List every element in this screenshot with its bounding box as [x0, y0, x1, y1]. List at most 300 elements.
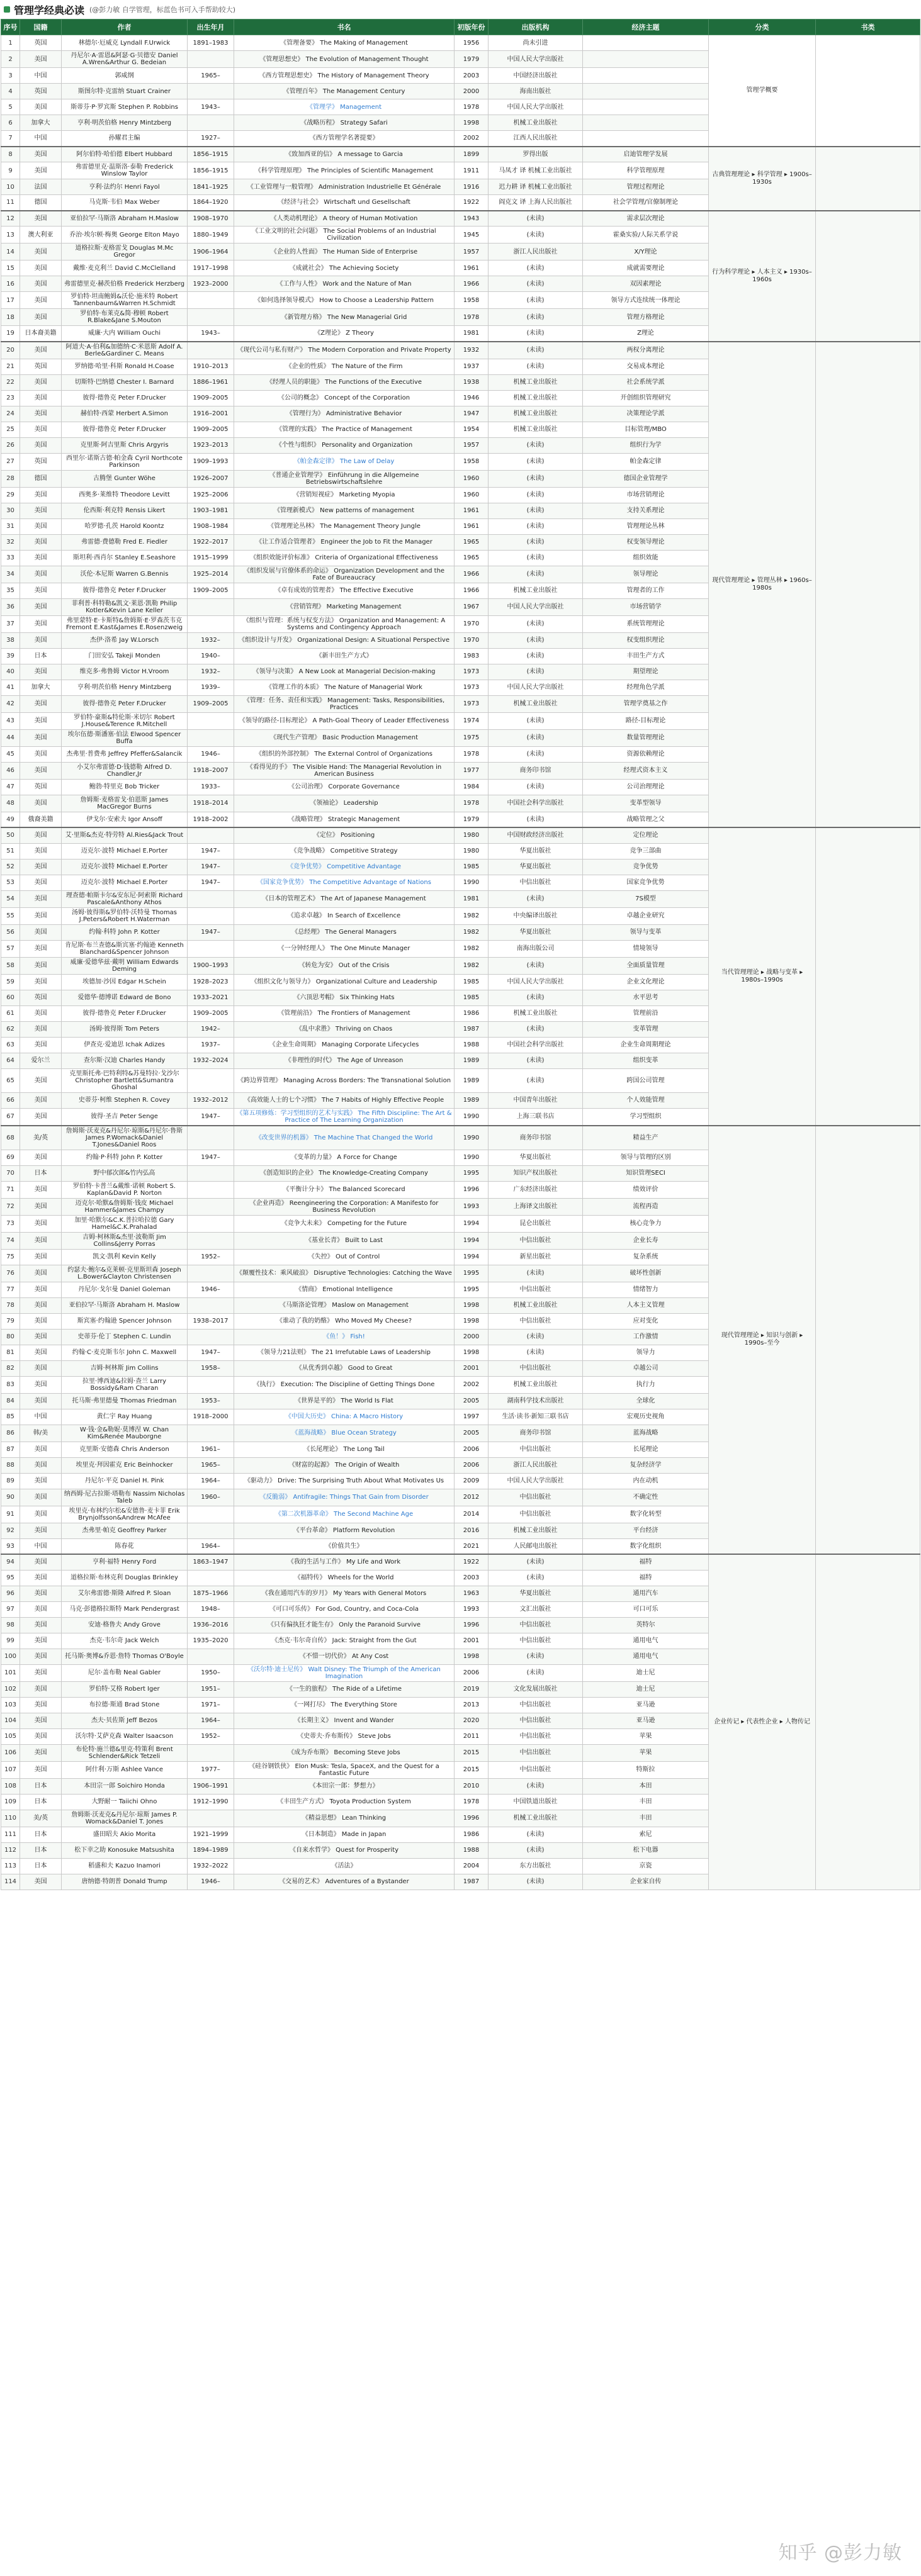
cell-year: 1961: [455, 260, 489, 276]
header-country: 国籍: [20, 20, 62, 35]
cell-year: 1958: [455, 292, 489, 309]
cell-theme: 全球化: [583, 1393, 709, 1409]
cell-index: 22: [1, 374, 20, 390]
cell-theme: 人本主义管理: [583, 1297, 709, 1313]
cell-year: 1957: [455, 244, 489, 260]
cell-book: 《追求卓越》 In Search of Excellence: [234, 907, 455, 924]
cell-country: 美国: [20, 292, 62, 309]
cell-publisher: 机械工业出版社: [489, 374, 583, 390]
cell-birth: 1909–2005: [188, 1005, 234, 1021]
cell-birth: [188, 729, 234, 746]
cell-index: 37: [1, 615, 20, 632]
cell-theme: 核心竞争力: [583, 1215, 709, 1232]
cell-index: 71: [1, 1181, 20, 1198]
header-publisher: 出版机构: [489, 20, 583, 35]
cell-country: 美国: [20, 1442, 62, 1457]
cell-publisher: 机械工业出版社: [489, 1297, 583, 1313]
cell-book: 《执行》 Execution: The Discipline of Getting Things Done: [234, 1376, 455, 1393]
header-book: 书名: [234, 20, 455, 35]
cell-country: 美国: [20, 940, 62, 957]
cell-publisher: 罗得出版: [489, 147, 583, 162]
cell-country: 美国: [20, 1649, 62, 1664]
cell-year: 2010: [455, 1778, 489, 1794]
cell-theme: 定位理论: [583, 827, 709, 843]
cell-index: 80: [1, 1329, 20, 1345]
cell-index: 89: [1, 1473, 20, 1489]
cell-year: 1998: [455, 1297, 489, 1313]
cell-index: 96: [1, 1586, 20, 1601]
cell-author: 罗伯特·卡普兰&戴维·诺顿 Robert S. Kaplan&David P. Norton: [62, 1181, 188, 1198]
cell-theme: 德国企业管理学: [583, 470, 709, 487]
cell-theme: 权变组织理论: [583, 632, 709, 648]
cell-author: 乔治·埃尔顿·梅奥 George Elton Mayo: [62, 227, 188, 244]
cell-country: 美国: [20, 875, 62, 890]
cell-country: 美国: [20, 1021, 62, 1037]
cell-year: 2001: [455, 1360, 489, 1376]
cell-birth: [188, 712, 234, 729]
cell-year: 1978: [455, 746, 489, 762]
cell-book: 《我在通用汽车的岁月》 My Years with General Motors: [234, 1586, 455, 1601]
cell-type-group: [816, 35, 920, 147]
cell-year: 1916: [455, 179, 489, 195]
cell-country: 美国: [20, 843, 62, 859]
cell-author: 马克斯·韦伯 Max Weber: [62, 195, 188, 211]
cell-country: 美国: [20, 583, 62, 598]
cell-publisher: (未读): [489, 1554, 583, 1570]
cell-birth: 1908–1970: [188, 211, 234, 227]
table-row: [1, 1554, 920, 1570]
cell-year: 1981: [455, 326, 489, 342]
cell-book: 《管理新模式》 New patterns of management: [234, 503, 455, 518]
cell-birth: 1946–: [188, 746, 234, 762]
cell-birth: [188, 827, 234, 843]
cell-birth: 1947–: [188, 843, 234, 859]
cell-author: 弗里蒙特·E·卡斯特&詹姆斯·E·罗森茨韦克 Fremont E.Kast&James E.Rosenzweig: [62, 615, 188, 632]
cell-index: 84: [1, 1393, 20, 1409]
cell-author: 唐纳德·特朗普 Donald Trump: [62, 1874, 188, 1890]
cell-theme: 领导力: [583, 1345, 709, 1360]
cell-index: 18: [1, 309, 20, 326]
cell-author: 托马斯·奥博&乔恩·詹特 Thomas O'Boyle: [62, 1649, 188, 1664]
cell-birth: [188, 342, 234, 359]
cell-country: 美国: [20, 437, 62, 453]
cell-theme: [583, 115, 709, 131]
cell-country: 澳大利亚: [20, 227, 62, 244]
cell-publisher: (未读): [489, 1649, 583, 1664]
table-row: [1, 35, 920, 51]
cell-year: 2013: [455, 1697, 489, 1713]
cell-author: 克里斯托弗·巴特利特&苏曼特拉·戈沙尔 Christopher Bartlett&Sumantra Ghoshal: [62, 1068, 188, 1092]
cell-type-group: [816, 1126, 920, 1555]
cell-year: 1985: [455, 990, 489, 1005]
cell-author: 迈克尔·哈默&詹姆斯·钱皮 Michael Hammer&James Champy: [62, 1198, 188, 1215]
cell-country: 美国: [20, 390, 62, 406]
cell-birth: 1937–: [188, 1037, 234, 1053]
cell-book: 《鱼！》 Fish!: [234, 1329, 455, 1345]
cell-book: 《新管理方格》 The New Managerial Grid: [234, 309, 455, 326]
cell-country: 美国: [20, 211, 62, 227]
cell-book: 《管理行为》 Administrative Behavior: [234, 406, 455, 422]
cell-theme: Z理论: [583, 326, 709, 342]
cell-country: 美国: [20, 1108, 62, 1126]
cell-index: 108: [1, 1778, 20, 1794]
cell-birth: 1900–1993: [188, 957, 234, 974]
cell-author: 艾尔弗雷德·斯隆 Alfred P. Sloan: [62, 1586, 188, 1601]
cell-book: 《可口可乐传》 For God, Country, and Coca-Cola: [234, 1601, 455, 1617]
cell-author: 赫伯特·西蒙 Herbert A.Simon: [62, 406, 188, 422]
cell-book: 《定位》 Positioning: [234, 827, 455, 843]
cell-category-group: 现代管理理论 ▸ 知识与创新 ▸ 1990s–至今: [709, 1126, 816, 1555]
cell-country: 美国: [20, 1506, 62, 1523]
cell-country: 美/英: [20, 1810, 62, 1827]
cell-theme: 管理理论丛林: [583, 518, 709, 534]
cell-birth: 1936–2016: [188, 1617, 234, 1633]
cell-theme: 组织效能: [583, 550, 709, 566]
cell-year: 2003: [455, 1570, 489, 1586]
header-birth: 出生年月: [188, 20, 234, 35]
cell-index: 102: [1, 1681, 20, 1697]
cell-author: 小艾尔弗雷德·D·钱德勒 Alfred D. Chandler,Jr: [62, 762, 188, 779]
cell-theme: 社会学管理/官僚制理论: [583, 195, 709, 211]
cell-year: 2006: [455, 1457, 489, 1473]
cell-country: 中国: [20, 1538, 62, 1554]
cell-author: 杰夫·贝佐斯 Jeff Bezos: [62, 1713, 188, 1728]
cell-birth: 1947–: [188, 859, 234, 875]
cell-birth: [188, 1215, 234, 1232]
cell-birth: [188, 940, 234, 957]
header-theme: 经济主题: [583, 20, 709, 35]
cell-index: 34: [1, 566, 20, 583]
cell-birth: 1856–1915: [188, 162, 234, 179]
cell-theme: 系统管理理论: [583, 615, 709, 632]
cell-book: 《财富的起源》 The Origin of Wealth: [234, 1457, 455, 1473]
cell-publisher: 中信出版社: [489, 1313, 583, 1329]
cell-year: 2004: [455, 1858, 489, 1874]
cell-publisher: 商务印书馆: [489, 1425, 583, 1442]
cell-theme: 市场营销学: [583, 598, 709, 615]
cell-index: 60: [1, 990, 20, 1005]
cell-book: 《平台革命》 Platform Revolution: [234, 1523, 455, 1538]
cell-index: 109: [1, 1794, 20, 1810]
cell-publisher: (未读): [489, 292, 583, 309]
cell-index: 63: [1, 1037, 20, 1053]
cell-birth: 1932–: [188, 632, 234, 648]
cell-theme: [583, 131, 709, 147]
cell-publisher: (未读): [489, 534, 583, 550]
cell-author: 弗雷德里克·赫茨伯格 Frederick Herzberg: [62, 276, 188, 292]
cell-book: 《现代公司与私有财产》 The Modern Corporation and Private Property: [234, 342, 455, 359]
cell-theme: 破坏性创新: [583, 1265, 709, 1282]
cell-publisher: (未读): [489, 664, 583, 680]
cell-author: 戴维·麦克利兰 David C.McClelland: [62, 260, 188, 276]
cell-birth: 1917–1998: [188, 260, 234, 276]
cell-book: 《丰田生产方式》 Toyota Production System: [234, 1794, 455, 1810]
cell-publisher: (未读): [489, 550, 583, 566]
cell-author: 丹尼尔·平克 Daniel H. Pink: [62, 1473, 188, 1489]
cell-theme: [583, 84, 709, 99]
cell-theme: 战略管理之父: [583, 812, 709, 827]
cell-birth: 1947–: [188, 875, 234, 890]
cell-author: 彼得·德鲁克 Peter F.Drucker: [62, 583, 188, 598]
cell-index: 55: [1, 907, 20, 924]
cell-publisher: 中国人民大学出版社: [489, 680, 583, 695]
cell-book: 《乱中求胜》 Thriving on Chaos: [234, 1021, 455, 1037]
cell-year: 1994: [455, 1215, 489, 1232]
cell-book: 《战略管理》 Strategic Management: [234, 812, 455, 827]
cell-year: 1996: [455, 1181, 489, 1198]
cell-birth: 1922–2017: [188, 534, 234, 550]
cell-birth: [188, 84, 234, 99]
cell-index: 114: [1, 1874, 20, 1890]
cell-index: 97: [1, 1601, 20, 1617]
cell-theme: 权变领导理论: [583, 534, 709, 550]
cell-country: 美国: [20, 503, 62, 518]
cell-year: 1998: [455, 1649, 489, 1664]
cell-country: 美国: [20, 1313, 62, 1329]
cell-year: 1990: [455, 875, 489, 890]
cell-index: 5: [1, 99, 20, 115]
cell-birth: 1952–: [188, 1728, 234, 1744]
cell-country: 美国: [20, 695, 62, 712]
cell-country: 美国: [20, 1345, 62, 1360]
cell-country: 美国: [20, 746, 62, 762]
cell-publisher: 华夏出版社: [489, 843, 583, 859]
cell-publisher: (未读): [489, 566, 583, 583]
table-row: [1, 147, 920, 162]
cell-author: 切斯特·巴纳德 Chester I. Barnard: [62, 374, 188, 390]
cell-year: 1963: [455, 1586, 489, 1601]
cell-publisher: 上海三联书店: [489, 1108, 583, 1126]
cell-publisher: 机械工业出版社: [489, 1376, 583, 1393]
cell-birth: 1886–1961: [188, 374, 234, 390]
cell-country: 美国: [20, 712, 62, 729]
cell-author: 陈春花: [62, 1538, 188, 1554]
cell-author: 斯坦利·西肖尔 Stanley E.Seashore: [62, 550, 188, 566]
cell-birth: 1964–: [188, 1538, 234, 1554]
cell-year: 2011: [455, 1728, 489, 1744]
cell-year: 1989: [455, 1068, 489, 1092]
cell-index: 104: [1, 1713, 20, 1728]
cell-book: 《管理百年》 The Management Century: [234, 84, 455, 99]
cell-type-group: [816, 342, 920, 828]
cell-birth: [188, 292, 234, 309]
cell-publisher: 机械工业出版社: [489, 115, 583, 131]
cell-year: 2020: [455, 1713, 489, 1728]
cell-year: 1945: [455, 227, 489, 244]
cell-theme: 变革管理: [583, 1021, 709, 1037]
cell-birth: [188, 1126, 234, 1150]
cell-year: 1966: [455, 583, 489, 598]
cell-year: 1954: [455, 422, 489, 437]
cell-publisher: (未读): [489, 487, 583, 503]
cell-index: 105: [1, 1728, 20, 1744]
cell-country: 美国: [20, 260, 62, 276]
cell-birth: [188, 1425, 234, 1442]
cell-publisher: (未读): [489, 260, 583, 276]
cell-country: 英国: [20, 359, 62, 374]
cell-theme: 卓越企业研究: [583, 907, 709, 924]
cell-birth: 1943–: [188, 99, 234, 115]
cell-country: 英国: [20, 779, 62, 795]
cell-year: 1980: [455, 843, 489, 859]
cell-book: 《失控》 Out of Control: [234, 1249, 455, 1265]
cell-type-group: [816, 827, 920, 1126]
cell-author: 弗雷德·费德勒 Fred E. Fiedler: [62, 534, 188, 550]
cell-author: 大野耐一 Taiichi Ohno: [62, 1794, 188, 1810]
cell-book: 《杰克·韦尔奇自传》 Jack: Straight from the Gut: [234, 1633, 455, 1649]
cell-book: 《情商》 Emotional Intelligence: [234, 1282, 455, 1297]
cell-year: 1970: [455, 632, 489, 648]
cell-country: 美国: [20, 1092, 62, 1108]
cell-author: 斯图尔特·克雷纳 Stuart Crainer: [62, 84, 188, 99]
cell-index: 32: [1, 534, 20, 550]
cell-index: 13: [1, 227, 20, 244]
cell-category-group: 企业传记 ▸ 代表性企业 ▸ 人物传记: [709, 1554, 816, 1890]
cell-birth: 1964–: [188, 1713, 234, 1728]
cell-birth: 1942–: [188, 1021, 234, 1037]
cell-country: 美国: [20, 162, 62, 179]
cell-author: 肯尼斯·布兰查德&斯宾塞·约翰逊 Kenneth Blanchard&Spencer Johnson: [62, 940, 188, 957]
cell-publisher: 昆仑出版社: [489, 1215, 583, 1232]
cell-country: 美国: [20, 1586, 62, 1601]
cell-birth: 1921–1999: [188, 1827, 234, 1842]
cell-book: 《领袖论》 Leadership: [234, 795, 455, 812]
cell-author: 亨利·法约尔 Henri Fayol: [62, 179, 188, 195]
cell-index: 94: [1, 1554, 20, 1570]
cell-theme: 经理式资本主义: [583, 762, 709, 779]
cell-country: 美国: [20, 615, 62, 632]
cell-index: 72: [1, 1198, 20, 1215]
cell-year: 1932: [455, 342, 489, 359]
cell-publisher: 中国人民大学出版社: [489, 598, 583, 615]
cell-author: 克里斯·阿吉里斯 Chris Argyris: [62, 437, 188, 453]
cell-index: 46: [1, 762, 20, 779]
cell-publisher: 中信出版社: [489, 1442, 583, 1457]
cell-book: 《帕金森定律》 The Law of Delay: [234, 453, 455, 470]
cell-book: 《组织设计与开发》 Organizational Design: A Situational Perspective: [234, 632, 455, 648]
cell-theme: [583, 35, 709, 51]
cell-index: 25: [1, 422, 20, 437]
cell-year: 2002: [455, 131, 489, 147]
cell-publisher: 人民邮电出版社: [489, 1538, 583, 1554]
cell-birth: 1961–: [188, 1442, 234, 1457]
cell-theme: 成就需要理论: [583, 260, 709, 276]
cell-index: 40: [1, 664, 20, 680]
cell-book: 《管理的实践》 The Practice of Management: [234, 422, 455, 437]
cell-birth: [188, 1068, 234, 1092]
cell-type-group: [816, 211, 920, 342]
cell-theme: 绩效评价: [583, 1181, 709, 1198]
cell-theme: 管理前沿: [583, 1005, 709, 1021]
cell-author: 丹尼尔·戈尔曼 Daniel Goleman: [62, 1282, 188, 1297]
cell-theme: 7S模型: [583, 890, 709, 907]
cell-country: 日本: [20, 1794, 62, 1810]
cell-theme: 个人效能管理: [583, 1092, 709, 1108]
cell-year: 1960: [455, 470, 489, 487]
cell-author: 弗雷德里克·温斯洛·泰勒 Frederick Winslow Taylor: [62, 162, 188, 179]
cell-author: 林德尔·厄威克 Lyndall F.Urwick: [62, 35, 188, 51]
cell-index: 8: [1, 147, 20, 162]
cell-theme: [583, 68, 709, 84]
cell-index: 88: [1, 1457, 20, 1473]
cell-country: 美国: [20, 1457, 62, 1473]
cell-publisher: 中国人民大学出版社: [489, 99, 583, 115]
cell-author: 彼得·德鲁克 Peter F.Drucker: [62, 390, 188, 406]
cell-year: 1958: [455, 453, 489, 470]
cell-country: 美国: [20, 729, 62, 746]
cell-category-group: 古典管理理论 ▸ 科学管理 ▸ 1900s–1930s: [709, 147, 816, 211]
title-marker-icon: [4, 6, 10, 13]
cell-publisher: 中国经济出版社: [489, 68, 583, 84]
cell-index: 95: [1, 1570, 20, 1586]
cell-book: 《从优秀到卓越》 Good to Great: [234, 1360, 455, 1376]
cell-year: 1978: [455, 795, 489, 812]
cell-book: 《第五项修炼：学习型组织的艺术与实践》 The Fifth Discipline: The Art & Practice of The Learning Organization: [234, 1108, 455, 1126]
cell-publisher: (未读): [489, 1021, 583, 1037]
cell-birth: [188, 1810, 234, 1827]
header-year: 初版年份: [455, 20, 489, 35]
cell-index: 61: [1, 1005, 20, 1021]
cell-year: 1988: [455, 1842, 489, 1858]
cell-publisher: 机械工业出版社: [489, 422, 583, 437]
cell-theme: 本田: [583, 1778, 709, 1794]
cell-birth: 1918–2014: [188, 795, 234, 812]
cell-country: 美国: [20, 1005, 62, 1021]
cell-theme: 科学管理原理: [583, 162, 709, 179]
table-row: [1, 342, 920, 359]
cell-publisher: 浙江人民出版社: [489, 1457, 583, 1473]
cell-book: 《领导的路径-目标理论》 A Path-Goal Theory of Leader Effectiveness: [234, 712, 455, 729]
cell-country: 美国: [20, 664, 62, 680]
cell-author: 斯蒂芬·P·罗宾斯 Stephen P. Robbins: [62, 99, 188, 115]
cell-year: 2001: [455, 1633, 489, 1649]
cell-book: 《管理备要》 The Making of Management: [234, 35, 455, 51]
cell-publisher: 中信出版社: [489, 1506, 583, 1523]
cell-year: 1990: [455, 1126, 489, 1150]
cell-publisher: (未读): [489, 779, 583, 795]
cell-author: 亨利·明茨伯格 Henry Mintzberg: [62, 680, 188, 695]
cell-country: 美国: [20, 957, 62, 974]
cell-birth: [188, 115, 234, 131]
cell-publisher: (未读): [489, 326, 583, 342]
cell-country: 美国: [20, 309, 62, 326]
cell-book: 《我的生活与工作》 My Life and Work: [234, 1554, 455, 1570]
cell-country: 美国: [20, 374, 62, 390]
cell-book: 《六顶思考帽》 Six Thinking Hats: [234, 990, 455, 1005]
cell-index: 75: [1, 1249, 20, 1265]
cell-book: 《个性与组织》 Personality and Organization: [234, 437, 455, 453]
cell-index: 43: [1, 712, 20, 729]
cell-year: 2003: [455, 68, 489, 84]
cell-country: 美国: [20, 518, 62, 534]
cell-book: 《一网打尽》 The Everything Store: [234, 1697, 455, 1713]
cell-author: 亚伯拉罕·马斯洛 Abraham H.Maslow: [62, 211, 188, 227]
cell-country: 美国: [20, 598, 62, 615]
cell-author: 稻盛和夫 Kazuo Inamori: [62, 1858, 188, 1874]
cell-publisher: (未读): [489, 632, 583, 648]
cell-publisher: 华夏出版社: [489, 1150, 583, 1165]
cell-author: 埃尔伍德·斯潘塞·伯法 Elwood Spencer Buffa: [62, 729, 188, 746]
cell-book: 《企业生命周期》 Managing Corporate Lifecycles: [234, 1037, 455, 1053]
cell-index: 76: [1, 1265, 20, 1282]
cell-theme: 数量管理理论: [583, 729, 709, 746]
cell-theme: 全面质量管理: [583, 957, 709, 974]
cell-book: 《管理理论丛林》 The Management Theory Jungle: [234, 518, 455, 534]
cell-year: 1988: [455, 1037, 489, 1053]
cell-birth: 1932–: [188, 664, 234, 680]
cell-book: 《营销管理》 Marketing Management: [234, 598, 455, 615]
cell-index: 82: [1, 1360, 20, 1376]
